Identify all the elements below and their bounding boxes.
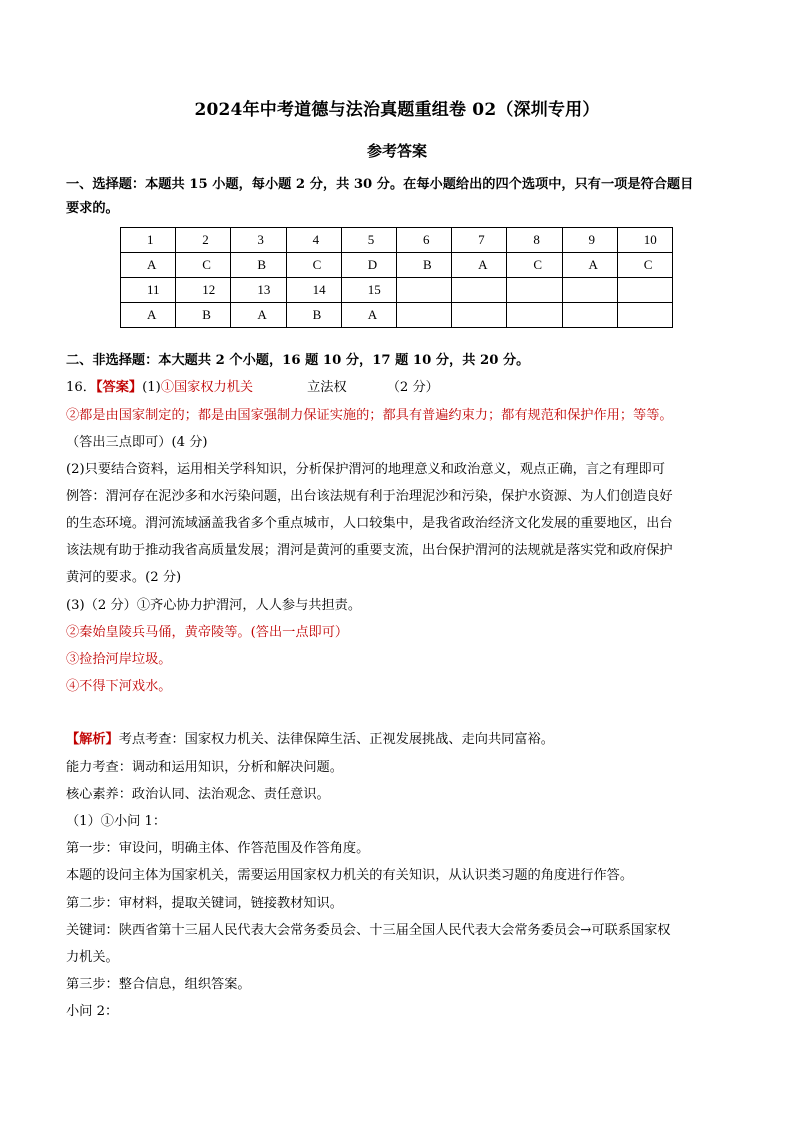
- answer-table-cell: 15: [341, 278, 396, 303]
- analysis-line1-text: 考点考查：国家权力机关、法律保障生活、正视发展挑战、走向共同富裕。: [118, 732, 554, 747]
- analysis-line3: 核心素养：政治认同、法治观念、责任意识。: [66, 787, 330, 802]
- answer-table-row: [121, 303, 673, 328]
- q16-answer-line1: [66, 378, 726, 398]
- answer-table-cell: [617, 303, 672, 328]
- answer-table-cell: 14: [286, 278, 341, 303]
- q16-answer-line8: 黄河的要求。(2 分): [66, 570, 182, 585]
- q16-part1-score: （2 分）: [386, 380, 439, 395]
- analysis-line6: 本题的设问主体为国家机关，需要运用国家权力机关的有关知识，从认识类习题的角度进行作答。: [66, 868, 634, 883]
- q16-answer-line5: 例答：渭河存在泥沙多和水污染问题，出台该法规有利于治理泥沙和污染，保护水资源、为人们创造良好: [66, 489, 673, 504]
- answer-table-cell: [396, 278, 451, 303]
- answer-table-cell: C: [176, 253, 231, 278]
- section1-instructions-line2: 要求的。: [66, 201, 119, 216]
- answer-table-cell: B: [231, 253, 286, 278]
- answer-table-cell: [562, 303, 617, 328]
- answer-table-cell: C: [286, 253, 341, 278]
- analysis-line5: 第一步：审设问，明确主体、作答范围及作答角度。: [66, 841, 370, 856]
- analysis-line8: 关键词：陕西省第十三届人民代表大会常务委员会、十三届全国人民代表大会常务委员会→可联系国家权: [66, 923, 671, 938]
- answer-table-cell: A: [452, 253, 507, 278]
- answer-table-cell: 1: [121, 228, 176, 253]
- answer-table-row: [121, 253, 673, 278]
- page-subtitle: 参考答案: [366, 142, 427, 160]
- q16-answer-line2: ②都是由国家制定的；都是由国家强制力保证实施的；都具有普遍约束力；都有规范和保护作用；等等。: [66, 408, 673, 423]
- answer-table-cell: 5: [341, 228, 396, 253]
- answer-table-cell: [396, 303, 451, 328]
- analysis-line11: 小问 2：: [66, 1004, 119, 1019]
- analysis-tag: 【解析】: [66, 732, 119, 747]
- answer-table-cell: [562, 278, 617, 303]
- answer-table-cell: 2: [176, 228, 231, 253]
- q16-part1-prefix: (1): [142, 380, 161, 395]
- answer-table-cell: A: [121, 303, 176, 328]
- answer-table-row: [121, 228, 673, 253]
- section2-heading: 二、非选择题：本大题共 2 个小题，16 题 10 分，17 题 10 分，共 20 分。: [66, 353, 530, 368]
- answer-table-cell: 9: [562, 228, 617, 253]
- q16-answer-line4: (2)只要结合资料，运用相关学科知识，分析保护渭河的地理意义和政治意义，观点正确，言之有理即可: [66, 462, 665, 477]
- answer-table-cell: 4: [286, 228, 341, 253]
- q16-number: 16．: [66, 380, 96, 395]
- analysis-line10: 第三步：整合信息，组织答案。: [66, 977, 251, 992]
- answer-table-cell: A: [231, 303, 286, 328]
- answer-table-cell: 10: [617, 228, 672, 253]
- answer-table-cell: C: [617, 253, 672, 278]
- q16-answer-line12: ④不得下河戏水。: [66, 679, 172, 694]
- answer-table-cell: [452, 278, 507, 303]
- answer-tag: 【答案】: [95, 380, 143, 395]
- answer-table-cell: B: [286, 303, 341, 328]
- analysis-line2: 能力考查：调动和运用知识，分析和解决问题。: [66, 760, 343, 775]
- q16-answer-line10: ②秦始皇陵兵马俑，黄帝陵等。(答出一点即可）: [66, 625, 349, 640]
- answer-table-row: [121, 278, 673, 303]
- answer-table-cell: 8: [507, 228, 562, 253]
- analysis-line4: （1）①小问 1：: [66, 814, 167, 829]
- answer-table-cell: 12: [176, 278, 231, 303]
- answer-table-cell: D: [341, 253, 396, 278]
- answer-table-cell: 13: [231, 278, 286, 303]
- answer-table-cell: C: [507, 253, 562, 278]
- answer-table-cell: [507, 303, 562, 328]
- answer-table-cell: A: [121, 253, 176, 278]
- analysis-line1: [66, 730, 726, 750]
- answer-table-cell: 7: [452, 228, 507, 253]
- q16-answer-line6: 的生态环境。渭河流域涵盖我省多个重点城市，人口较集中，是我省政治经济文化发展的重要地区，出台: [66, 516, 673, 531]
- q16-answer-line9: (3)（2 分）①齐心协力护渭河，人人参与共担责。: [66, 598, 362, 613]
- answer-table-cell: A: [341, 303, 396, 328]
- section1-instructions-line1: 一、选择题：本题共 15 小题，每小题 2 分，共 30 分。在每小题给出的四个选项中，只有一项是符合题目: [66, 177, 694, 192]
- q16-answer-line3: （答出三点即可）(4 分): [66, 435, 208, 450]
- answer-table-cell: B: [396, 253, 451, 278]
- answer-table: [120, 227, 673, 328]
- answer-table-cell: 3: [231, 228, 286, 253]
- page-title: 2024年中考道德与法治真题重组卷 02（深圳专用）: [194, 100, 600, 120]
- answer-table-cell: [617, 278, 672, 303]
- q16-part1-b: 立法权: [307, 380, 347, 395]
- answer-table-cell: 6: [396, 228, 451, 253]
- answer-table-cell: 11: [121, 278, 176, 303]
- answer-table-cell: [452, 303, 507, 328]
- answer-table-cell: A: [562, 253, 617, 278]
- analysis-line7: 第二步：审材料，提取关键词，链接教材知识。: [66, 896, 343, 911]
- q16-answer-line11: ③捡拾河岸垃圾。: [66, 652, 172, 667]
- analysis-line9: 力机关。: [66, 950, 119, 965]
- q16-part1-a: ①国家权力机关: [160, 380, 254, 395]
- answer-table-cell: B: [176, 303, 231, 328]
- q16-answer-line7: 该法规有助于推动我省高质量发展；渭河是黄河的重要支流，出台保护渭河的法规就是落实党和政府保护: [66, 543, 673, 558]
- answer-table-cell: [507, 278, 562, 303]
